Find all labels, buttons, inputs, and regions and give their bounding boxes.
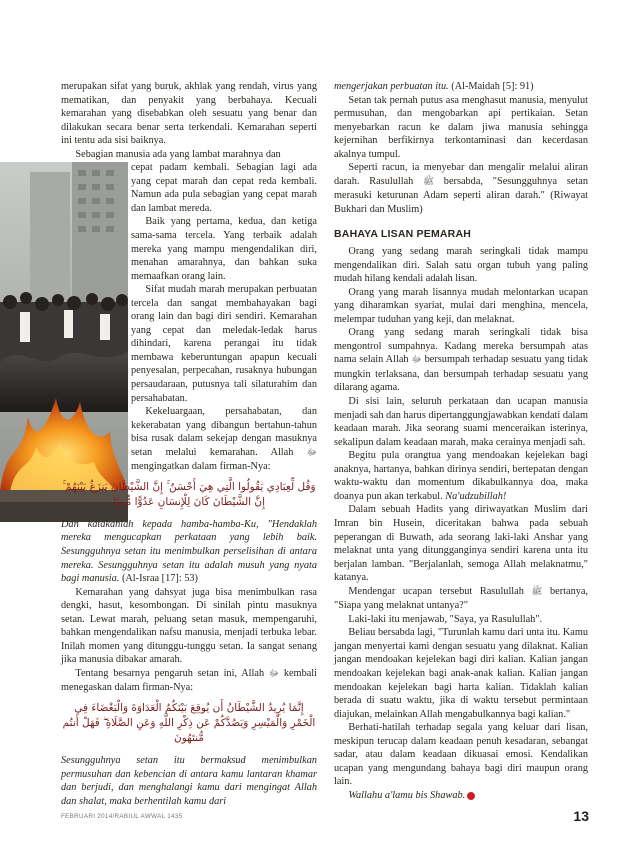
swt-glyph: ﷻ: [411, 355, 422, 366]
translation-text: mengerjakan perbuatan itu.: [334, 81, 449, 92]
paragraph: [334, 585, 588, 613]
verse-reference: (Al-Maidah [5]: 91): [451, 81, 534, 92]
paragraph: [131, 405, 317, 474]
paragraph: Setan tak pernah putus asa menghasut manusia, menyulut permusuhan, dan mengobarkan api pertikaian. Setan menyebarkan racun ke dalam jiwa manusia sehingga kejernihan berfikirnya terkontaminasi dan kecerdasan akalnya tumpul.: [334, 94, 588, 160]
paragraph: Beliau bersabda lagi, "Turunlah kamu dari unta itu. Kamu jangan menyertai kami dengan sesuatu yang dilaknat. Kalian jangan mendoakan kejelekan bagi diri kalian. Kalian jangan mendoakan kejelekan bagi anak-anak kalian. Kalian jangan mendoakan kejelekan bagi harta kalian. Tidaklah kalian berada di suatu waktu, jika di waktu tersebut permintaan diajukan, melainkan Allah mengabulkannya bagi kalian.": [334, 627, 588, 720]
paragraph: Sifat mudah marah merupakan perbuatan tercela dan sangat membahayakan bagi orang lain dan bagi diri sendiri. Kemarahan yang cepat dan meledak-ledak harus dihindari, karena perangai itu tidak membawa keberuntungan apapun kecuali penyesalan, perpecahan, rusaknya hubungan persaudaraan, putusnya tali silaturahim dan persahabatan.: [131, 284, 317, 404]
end-of-article-dot-icon: [467, 792, 475, 800]
paragraph: Dalam sebuah Hadits yang diriwayatkan Muslim dari Imran bin Husein, diceritakan bahwa pada sebuah peperangan di Buwath, ada seorang laki-laki Anshar yang melaknat unta yang ditungganginya sendiri karena unta itu berjalan lamban. "Berjalanlah, semoga Allah melaknatmu," katanya.: [334, 504, 588, 584]
verse-translation: [61, 518, 317, 586]
right-column: [334, 80, 588, 802]
text-span: Begitu pula orangtua yang mendoakan kejelekan bagi anaknya, hartanya, bahkan dirinya sendiri, bertepatan dengan waktu-waktu dan momentum dikabulkannya doa, maka doanya pun akan terkabul.: [334, 450, 588, 502]
paragraph: merupakan sifat yang buruk, akhlak yang rendah, virus yang mematikan, dan penyakit yang berbahaya. Kecuali kemarahan yang disebabkan oleh sesuatu yang benar dan dilakukan secara benar serta terkendali. Kemarahan seperti ini tentu ada sisi baiknya.: [61, 81, 317, 147]
swt-glyph: ﷻ: [268, 668, 280, 679]
page-number: 13: [573, 808, 589, 824]
paragraph: Kemarahan yang dahsyat juga bisa menimbulkan rasa dengki, hasut, kesombongan. Di sinilah pintu masuknya setan. Lewat marah, peluang setan masuk, mempengaruhi, bahkan mengendalikan nafsu manusia, menjadi terbuka lebar. Inilah momen yang ditunggu-tunggu setan. Ia sangat senang jika manusia dibakar amarah.: [61, 586, 317, 666]
saw-glyph: ﷺ: [423, 176, 434, 187]
translation-text: Dan katakanlah kepada hamba-hamba-Ku, "Hendaklah mereka mengucapkan perkataan yang lebih baik. Sesungguhnya setan itu menimbulkan perselisihan di antara mereka. Sesungguhnya setan itu adalah musuh yang nyata bagi manusia.: [61, 518, 317, 585]
paragraph: Di sisi lain, seluruh perkataan dan ucapan manusia menjadi sah dan harus dipertanggungjawabkan kendati dalam keadaan marah. Jika seorang suami menceraikan isterinya, sekalipun dalam keadaan marah, maka cerainya menjadi sah.: [334, 396, 588, 448]
text-span: bersumpah terhadap sesuatu yang tidak mungkin terlaksana, dan bersumpah terhadap sesuatu yang dilarang agama.: [334, 354, 589, 394]
saw-glyph: ﷺ: [531, 586, 543, 597]
paragraph: Orang yang sedang marah seringkali tidak mampu mengendalikan diri. Salah satu organ tubuh yang paling mudah hilang kendali adalah lisan.: [334, 246, 588, 285]
text-span: bertanya, "Siapa yang melaknat untanya?": [334, 585, 589, 612]
text-span: bersabda, "Sesungguhnya setan merasuki keturunan Adam seperti aliran darah." (Riwayat Bukhari dan Muslim): [334, 175, 588, 215]
paragraph: cepat padam kembali. Sebagian lagi ada yang cepat marah dan cepat reda kembali. Namun ada pula sebagian yang cepat marah dan lambat mereda.: [131, 162, 317, 214]
paragraph: Orang yang marah lisannya mudah melontarkan ucapan yang diharamkan syariat, mulai dari menghina, mencela, melempar tuduhan yang keji, dan melaknat.: [334, 286, 588, 325]
text-span: mengingatkan dalam firman-Nya:: [131, 461, 271, 473]
page-footer: [61, 808, 589, 824]
paragraph: Laki-laki itu menjawab, "Saya, ya Rasulullah".: [348, 613, 543, 625]
swt-glyph: ﷻ: [306, 447, 317, 458]
text-span: Orang yang sedang marah seringkali tidak bisa mengontrol sumpahnya. Kadang mereka bersumpah atas nama selain Allah: [334, 327, 588, 366]
italic-exclamation: Na'udzubillah!: [445, 490, 507, 502]
paragraph: [334, 449, 588, 503]
paragraph: Baik yang pertama, kedua, dan ketiga sama-sama tercela. Yang terbaik adalah mereka yang mampu mengendalikan diri, menahan amarahnya, dan bahkan suka memaafkan orang lain.: [131, 216, 317, 282]
text-span: Mendengar ucapan tersebut Rasulullah: [348, 585, 524, 597]
paragraph: [334, 326, 588, 395]
quran-verse-arabic: إِنَّمَا يُرِيدُ الشَّيْطَانُ أَن يُوقِعَ بَيْنَكُمُ الْعَدَاوَةَ وَالْبَغْضَاءَ فِي الْخَمْرِ وَالْمَيْسِرِ وَيَصُدَّكُمْ عَن ذِكْرِ اللَّهِ وَعَنِ الصَّلَاةِ ۖ فَهَلْ أَنتُم مُّنتَهُونَ: [62, 701, 316, 744]
issue-date: FEBRUARI 2014/RABIUL AWWAL 1435: [61, 813, 183, 820]
verse-reference: (Al-Israa [17]: 53): [121, 573, 198, 585]
text-span: kembali menegaskan dalam firman-Nya:: [61, 667, 318, 694]
section-heading: BAHAYA LISAN PEMARAH: [334, 228, 472, 241]
wrapped-text-block: [131, 161, 317, 474]
text-span: Kekeluargaan, persahabatan, dan kekerabatan yang dibangun bertahun-tahun bisa rusak dalam sekejap dengan masuknya setan melalui kemarahan. Allah: [131, 406, 317, 458]
text-span: Tentang besarnya pengaruh setan ini, Allah: [75, 667, 265, 679]
left-column: [61, 80, 317, 808]
closing-line: [334, 789, 588, 803]
paragraph: Berhati-hatilah terhadap segala yang keluar dari lisan, meskipun terucap dalam keadaan penuh kesadaran, sebangat sadar, atau dalam keadaan dikuasai emosi. Kendalikan ucapan yang mengundang bahaya bagi diri maupun orang lain.: [334, 722, 588, 788]
paragraph: Sebagian manusia ada yang lambat marahnya dan: [75, 148, 281, 160]
quran-verse-arabic: وَقُل لِّعِبَادِي يَقُولُوا الَّتِي هِيَ أَحْسَنُ ۚ إِنَّ الشَّيْطَانَ يَنزَغُ بَيْنَهُمْ ۚ إِنَّ الشَّيْطَانَ كَانَ لِلْإِنسَانِ عَدُوًّا مُّبِينًا: [62, 480, 316, 508]
closing-text: Wallahu a'lamu bis Shawab.: [348, 789, 466, 801]
verse-translation: Sesungguhnya setan itu bermaksud menimbulkan permusuhan dan kebencian di antara kamu lantaran khamar dan berjudi, dan menghalangi kamu dari mengingat Allah dan shalat, maka berhentilah kamu dari: [61, 754, 317, 807]
verse-translation-continued: [334, 80, 588, 94]
paragraph: [61, 667, 317, 695]
paragraph: [334, 161, 588, 216]
text-span: Seperti racun, ia menyebar dan mengalir melalui aliran darah. Rasulullah: [334, 162, 588, 187]
